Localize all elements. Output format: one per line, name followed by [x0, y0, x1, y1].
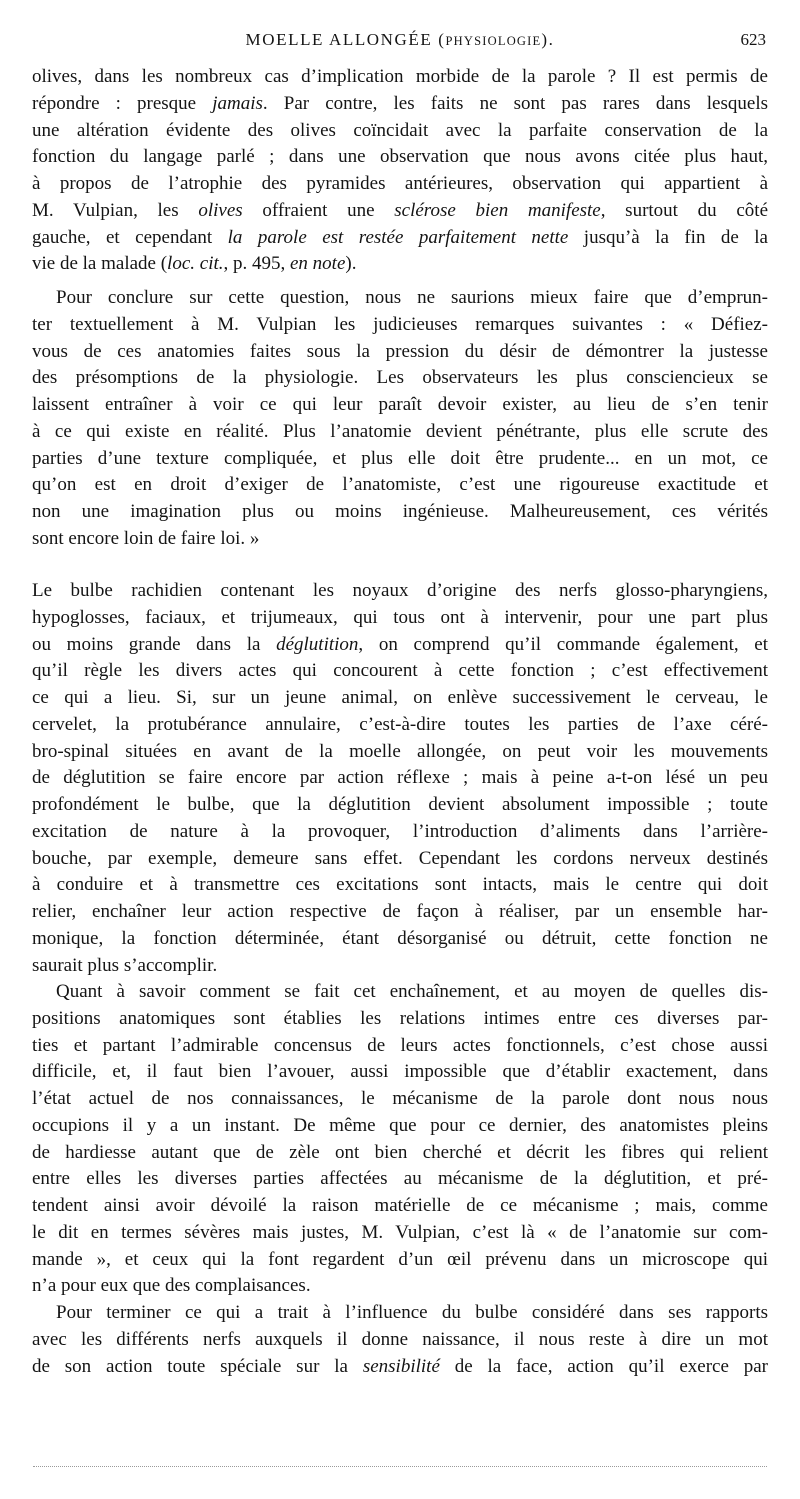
text-span: positions anatomiques sont établies les relations intimes entre ces diverses par-	[32, 1007, 768, 1029]
text-line	[32, 1300, 768, 1327]
text-line	[32, 979, 768, 1006]
text-span: saurait plus s’accomplir.	[32, 954, 218, 976]
text-line	[32, 91, 768, 118]
text-line	[32, 765, 768, 792]
text-line	[32, 446, 768, 473]
text-span: bouche, par exemple, demeure sans effet. Cependant les cordons nerveux destinés	[32, 847, 768, 869]
text-span: hypoglosses, faciaux, et trijumeaux, qui tous ont à intervenir, pour une part plus	[32, 606, 768, 628]
text-span: olives, dans les nombreux cas d’implication morbide de la parole ? Il est permis de	[32, 66, 768, 87]
text-line	[32, 1327, 768, 1354]
text-span: à ce qui existe en réalité. Plus l’anatomie devient pénétrante, plus elle scrute des	[32, 420, 768, 442]
text-line	[32, 605, 768, 632]
text-span: de la face, action qu’il exerce par	[439, 1355, 769, 1377]
text-span: occupions il y a un instant. De même que pour ce dernier, des anatomistes pleins	[32, 1114, 768, 1136]
text-line	[32, 144, 768, 171]
text-line	[32, 1354, 768, 1381]
text-span: difficile, et, il faut bien l’avouer, aussi impossible que d’établir exactement, dans	[32, 1061, 768, 1083]
text-span: des présomptions de la physiologie. Les observateurs les plus consciencieux se	[32, 367, 768, 389]
text-line	[32, 846, 768, 873]
text-span: ties et partant l’admirable concensus de leurs actes fonctionnels, c’est chose aussi	[32, 1034, 768, 1056]
text-line	[32, 632, 768, 659]
text-span: de son action toute spéciale sur la	[32, 1355, 363, 1377]
text-span: ).	[345, 253, 357, 275]
running-title	[32, 30, 768, 50]
text-line	[32, 1166, 768, 1193]
text-line	[32, 1193, 768, 1220]
text-span: tendent ainsi avoir dévoilé la raison matérielle de ce mécanisme ; mais, comme	[32, 1195, 768, 1216]
text-span: , p. 495,	[223, 253, 290, 275]
paragraph-olives	[32, 64, 768, 278]
italic-text: loc. cit.	[167, 253, 224, 275]
text-span: à conduire et à transmettre ces excitations sont intacts, mais le centre qui doit	[32, 874, 768, 896]
text-line	[32, 1033, 768, 1060]
text-line	[32, 339, 768, 366]
italic-text: la parole est restée parfaitement nette	[227, 226, 569, 248]
text-span: . Par contre, les faits ne sont pas rares dans lesquels	[262, 92, 768, 114]
text-span: sont encore loin de faire loi. »	[32, 527, 260, 549]
text-span: une altération évidente des olives coïncidait avec la parfaite conservation de la	[32, 119, 768, 141]
text-line	[32, 472, 768, 499]
text-span: Le bulbe rachidien contenant les noyaux d’origine des nerfs glosso-pharyngiens,	[32, 580, 768, 601]
text-line	[32, 1059, 768, 1086]
text-line	[32, 285, 768, 312]
text-span: ce qui a lieu. Si, sur un jeune animal, on enlève successivement le cerveau, le	[32, 687, 768, 708]
text-span: n’a pour eux que des complaisances.	[32, 1275, 311, 1297]
text-line	[32, 64, 768, 91]
text-line	[32, 953, 768, 980]
text-span: monique, la fonction déterminée, étant désorganisé ou détruit, cette fonction ne	[32, 927, 768, 949]
text-line	[32, 1140, 768, 1167]
paragraph-sensibilite	[32, 1300, 768, 1380]
text-line	[32, 225, 768, 252]
text-line	[32, 1006, 768, 1033]
text-line	[32, 1273, 768, 1300]
text-span: bro-spinal situées en avant de la moelle allongée, on peut voir les mouvements	[32, 740, 768, 762]
text-span: relier, enchaîner leur action respective de façon à réaliser, par un ensemble har-	[32, 901, 768, 922]
paragraph-deglutition	[32, 578, 768, 979]
text-span: vous de ces anatomies faites sous la pression du désir de démontrer la justesse	[32, 340, 768, 362]
text-line	[32, 1086, 768, 1113]
text-line	[32, 739, 768, 766]
text-line	[32, 526, 768, 553]
text-line	[32, 365, 768, 392]
text-span: qu’il règle les divers actes qui concourent à cette fonction ; c’est effectivement	[32, 660, 768, 682]
text-line	[32, 819, 768, 846]
running-title-subject: PHYSIOLOGIE	[445, 34, 542, 48]
text-span: profondément le bulbe, que la déglutition devient absolument impossible ; toute	[32, 794, 768, 815]
text-line	[32, 578, 768, 605]
text-span: entre elles les diverses parties affectées au mécanisme de la déglutition, et pré-	[32, 1168, 768, 1190]
text-span: qu’on est en droit d’exiger de l’anatomiste, c’est une rigoureuse exactitude et	[32, 474, 768, 496]
text-span: laissent entraîner à voir ce qui leur paraît devoir exister, au lieu de s’en tenir	[32, 394, 768, 415]
text-span: ter textuellement à M. Vulpian les judicieuses remarques suivantes : « Défiez-	[32, 313, 768, 335]
text-span: répondre : presque	[32, 92, 213, 114]
italic-text: sclérose bien manifeste	[394, 199, 601, 221]
text-span: l’état actuel de nos connaissances, le mécanisme de la parole dont nous nous	[32, 1088, 768, 1109]
text-span: , on comprend qu’il commande également, et	[358, 633, 768, 655]
text-span: non une imagination plus ou moins ingénieuse. Malheureusement, ces vérités	[32, 501, 768, 522]
text-span: , surtout du côté	[600, 199, 768, 221]
text-line	[32, 899, 768, 926]
footer-rule	[33, 1466, 767, 1467]
text-line	[32, 392, 768, 419]
text-line	[32, 926, 768, 953]
text-span: vie de la malade (	[32, 253, 168, 275]
text-line	[32, 1113, 768, 1140]
text-line	[32, 312, 768, 339]
italic-text: sensibilité	[362, 1355, 440, 1377]
italic-text: déglutition	[276, 633, 359, 655]
text-line	[32, 499, 768, 526]
text-line	[32, 658, 768, 685]
text-line	[32, 712, 768, 739]
italic-text: en note	[290, 253, 346, 275]
running-title-close: ).	[541, 30, 555, 49]
text-span: mande », et ceux qui la font regardent d’un œil prévenu dans un microscope qui	[32, 1248, 768, 1270]
text-span: de déglutition se faire encore par action réflexe ; mais à peine a-t-on lésé un peu	[32, 767, 768, 789]
running-title-main: MOELLE ALLONGÉE (	[245, 30, 446, 49]
text-span: gauche, et cependant	[32, 226, 228, 248]
text-line	[32, 872, 768, 899]
page-number: 623	[740, 30, 766, 49]
running-header	[32, 30, 768, 58]
text-span: à propos de l’atrophie des pyramides antérieures, observation qui appartient à	[32, 173, 768, 194]
text-span: Pour conclure sur cette question, nous ne saurions mieux faire que d’emprun-	[56, 287, 768, 308]
text-line	[32, 792, 768, 819]
paragraph-vulpian-quote	[32, 285, 768, 553]
text-line	[32, 251, 768, 278]
text-span: le dit en termes sévères mais justes, M. Vulpian, c’est là « de l’anatomie sur com-	[32, 1221, 768, 1243]
text-span: Pour terminer ce qui a trait à l’influence du bulbe considéré dans ses rapports	[56, 1302, 768, 1323]
text-line	[32, 198, 768, 225]
text-line	[32, 685, 768, 712]
text-line	[32, 419, 768, 446]
text-span: parties d’une texture compliquée, et plus elle doit être prudente... en un mot, ce	[32, 447, 768, 469]
text-span: cervelet, la protubérance annulaire, c’est-à-dire toutes les parties de l’axe céré-	[32, 713, 768, 735]
text-span: ou moins grande dans la	[32, 633, 277, 655]
text-line	[32, 1220, 768, 1247]
text-span: offraient une	[242, 199, 395, 221]
text-line	[32, 118, 768, 145]
text-line	[32, 171, 768, 198]
text-line	[32, 1247, 768, 1274]
text-span: jusqu’à la fin de la	[568, 226, 768, 248]
italic-text: jamais	[212, 92, 263, 114]
text-span: excitation de nature à la provoquer, l’introduction d’aliments dans l’arrière-	[32, 820, 768, 842]
text-span: fonction du langage parlé ; dans une observation que nous avons citée plus haut,	[32, 146, 768, 168]
text-span: avec les différents nerfs auxquels il donne naissance, il nous reste à dire un mot	[32, 1328, 768, 1350]
text-span: M. Vulpian, les	[32, 199, 199, 221]
text-span: Quant à savoir comment se fait cet enchaînement, et au moyen de quelles dis-	[56, 981, 768, 1002]
italic-text: olives	[198, 199, 243, 221]
paragraph-enchainement	[32, 979, 768, 1300]
text-span: de hardiesse autant que de zèle ont bien cherché et décrit les fibres qui relient	[32, 1141, 768, 1163]
